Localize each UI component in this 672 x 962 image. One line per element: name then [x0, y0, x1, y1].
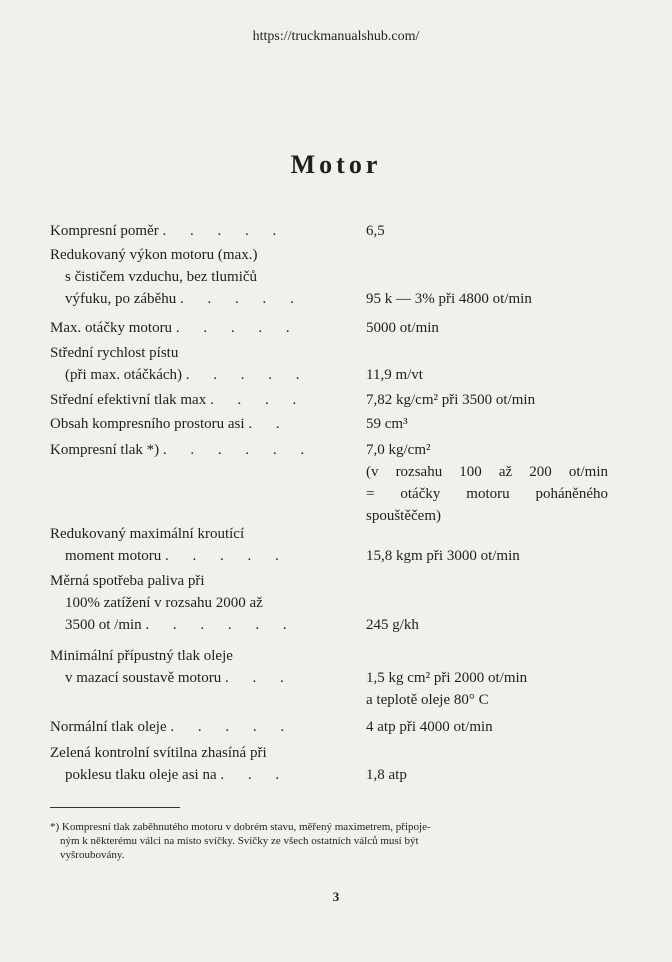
- spec-label: Obsah kompresního prostoru asi . .: [50, 416, 290, 432]
- spec-label: [50, 220, 350, 242]
- footnote: *) Kompresní tlak zaběhnutého motoru v dobrém stavu, měřený maximetrem, připoje- ným k některému válci na místo svíčky. Svíčky ze všech ostatních válců musí být vyšroubovány.: [50, 821, 431, 861]
- spec-value: 59 cm³: [366, 416, 408, 432]
- page-number: 3: [332, 889, 340, 904]
- page-title: Motor: [290, 150, 382, 179]
- spec-value: 7,82 kg/cm² při 3500 ot/min: [366, 392, 536, 408]
- spec-value: 245 g/kh: [366, 617, 419, 633]
- spec-value: 1,8 atp: [366, 767, 407, 783]
- spec-label: Redukovaný maximální kroutící moment motoru . . . . .: [50, 526, 289, 564]
- spec-value: 4 atp při 4000 ot/min: [366, 719, 493, 735]
- spec-label: Střední rychlost pístu (při max. otáčkách) . . . . .: [50, 345, 310, 383]
- spec-value: 7,0 kg/cm² (v rozsahu 100 až 200 ot/min = otáčky motoru poháněného spouštěčem): [366, 442, 608, 524]
- spec-label: Redukovaný výkon motoru (max.) s čističem vzduchu, bez tlumičů výfuku, po záběhu . . . . .: [50, 247, 304, 307]
- spec-label-line: Kompresní poměr . . . . .: [50, 223, 287, 239]
- source-url: https://truckmanualshub.com/: [252, 29, 420, 44]
- spec-label: Měrná spotřeba paliva při 100% zatížení v rozsahu 2000 až 3500 ot /min . . . . . .: [50, 573, 297, 633]
- spec-value: 95 k — 3% při 4800 ot/min: [366, 291, 532, 307]
- spec-label: Střední efektivní tlak max . . . .: [50, 392, 307, 408]
- spec-value: 15,8 kgm při 3000 ot/min: [366, 548, 520, 564]
- footnote-rule: [50, 807, 180, 808]
- spec-label: Normální tlak oleje . . . . .: [50, 719, 295, 735]
- spec-value: 5000 ot/min: [366, 320, 439, 336]
- spec-label: Max. otáčky motoru . . . . .: [50, 320, 300, 336]
- spec-value: 11,9 m/vt: [366, 367, 423, 383]
- spec-label: Zelená kontrolní svítilna zhasíná při poklesu tlaku oleje asi na . . .: [50, 745, 290, 783]
- spec-value: 6,5: [366, 223, 385, 239]
- spec-label: Kompresní tlak *) . . . . . .: [50, 442, 315, 458]
- spec-label: Minimální přípustný tlak oleje v mazací soustavě motoru . . .: [50, 648, 294, 686]
- spec-value: 1,5 kg cm² při 2000 ot/min a teplotě oleje 80° C: [366, 670, 528, 708]
